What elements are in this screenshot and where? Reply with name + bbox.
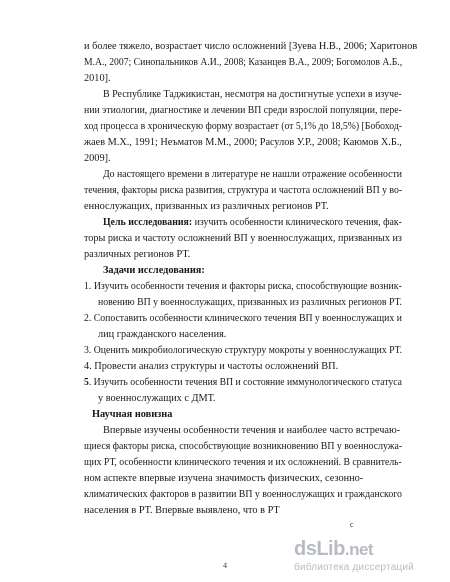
- text-line: 2009].: [84, 153, 111, 164]
- text-line: жаев М.Х., 1991; Неъматов М.М., 2000; Расулов У.Р., 2008; Каюмов Х.Б.,: [84, 137, 402, 148]
- tasks-heading: Задачи исследования:: [103, 265, 205, 276]
- text-line: ход процесса в хроническую форму возрастает (от 5,1% до 18,5%) [Бобоход-: [84, 121, 403, 132]
- goal-label: Цель исследования:: [103, 217, 193, 228]
- text-line: щиеся факторы риска, способствующие возникновению ВП у военнослужа-: [84, 441, 403, 452]
- goal-text: изучить особенности клинического течения, фак-: [194, 217, 402, 228]
- text-line: нии этиологии, диагностике и лечении ВП среди взрослой популяции, пере-: [84, 105, 402, 116]
- text-line: М.А., 2007; Синопальников А.И., 2008; Казанцев В.А., 2009; Богомолов А.Б.,: [84, 57, 403, 68]
- text-line: течения, факторы риска развития, структура и частота осложнений ВП у во-: [84, 185, 403, 196]
- text-line: щих РТ, особенности клинического течения и их осложнений. В сравнитель-: [84, 457, 402, 468]
- list-item: 1. Изучить особенности течения и факторы риска, способствующие возник-: [84, 281, 402, 292]
- text-line: населения в РТ. Впервые выявлено, что в РТ: [84, 505, 280, 516]
- text-line: ном аспекте впервые изучена значимость физических, сезонно-: [84, 473, 364, 484]
- list-item: 2. Сопоставить особенности клинического течения ВП у военнослужащих и: [84, 313, 402, 324]
- list-item-number: 5: [84, 377, 89, 388]
- dslib-watermark: [294, 538, 444, 578]
- list-item-cont: лиц гражданского населения.: [98, 329, 227, 340]
- text-line: Впервые изучены особенности течения и наиболее часто встречаю-: [103, 425, 401, 436]
- text-line: 2010].: [84, 73, 111, 84]
- list-item: [84, 376, 402, 389]
- text-line: В Республике Таджикистан, несмотря на достигнутые успехи в изуче-: [103, 89, 402, 100]
- watermark-subtitle: библиотека диссертаций: [294, 562, 414, 573]
- list-item-cont: у военнослужащих с ДМТ.: [98, 393, 216, 404]
- text-line: различных регионов РТ.: [84, 249, 191, 260]
- list-item-cont: новению ВП у военнослужащих, призванных из различных регионов РТ.: [98, 297, 402, 308]
- novelty-heading: Научная новизна: [92, 409, 173, 420]
- list-item-text: . Изучить особенности течения ВП и состояние иммунологического статуса: [88, 377, 402, 388]
- text-line: До настоящего времени в литературе не нашли отражение особенности: [103, 169, 403, 180]
- goal-line: [103, 216, 402, 229]
- text-line: еннослужащих, призванных из различных регионов РТ.: [84, 201, 329, 212]
- text-line: торы риска и частоту осложнений ВП у военнослужащих, призванных из: [84, 233, 402, 244]
- text-line: климатических факторов в развитии ВП у военнослужащих и гражданского: [84, 489, 402, 500]
- list-item: 3. Оценить микробиологическую структуру мокроты у военнослужащих РТ.: [84, 345, 403, 356]
- stray-mark: с: [350, 520, 354, 529]
- text-line: и более тяжело, возрастает число осложнений [Зуева Н.В., 2006; Харитонов: [84, 41, 418, 52]
- page-number: 4: [223, 561, 227, 570]
- list-item: 4. Провести анализ структуры и частоты осложнений ВП.: [84, 361, 339, 372]
- watermark-logo: dsLib.net: [294, 538, 374, 560]
